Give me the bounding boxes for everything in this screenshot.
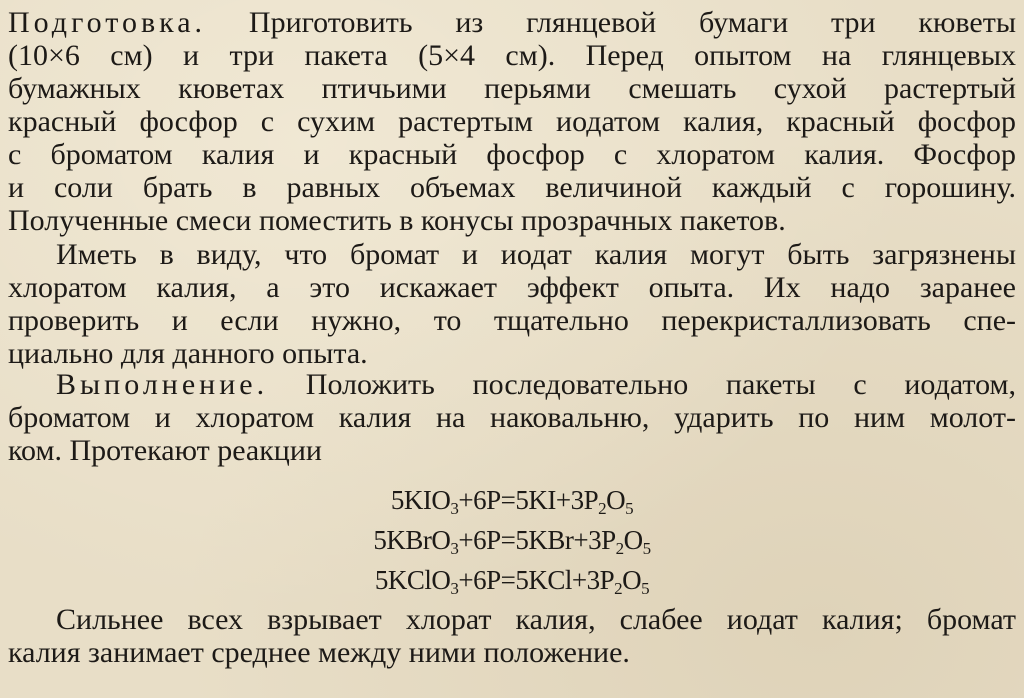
text-line: калия занимает среднее между ними положение. (8, 636, 630, 669)
text-line: циально для данного опыта. (8, 337, 368, 370)
text-line: (10×6 см) и три пакета (5×4 см). Перед опытом на глянцевых (8, 39, 1016, 72)
text-line: Подготовка. Приготовить из глянцевой бумаги три кюветы (8, 6, 1016, 39)
equation-potassium-bromate: $5KBrO_3+6P=5KBr+3P_2O_5$ (373, 525, 651, 558)
text-line: бумажных кюветах птичьими перьями смешать сухой растертый (8, 72, 1016, 105)
text-line: Иметь в виду, что бромат и иодат калия могут быть загрязнены (56, 238, 1016, 271)
text-line: броматом и хлоратом калия на наковальню, ударить по ним молот- (8, 401, 1016, 434)
equation-potassium-chlorate: $5KClO_3+6P=5KCl+3P_2O_5$ (374, 565, 650, 598)
text-line: Выполнение. Положить последовательно пакеты с иодатом, (56, 368, 1016, 401)
section-heading-execution: Выполнение. (56, 368, 269, 401)
text-line: ком. Протекают реакции (8, 434, 322, 467)
paragraph-conclusion (8, 603, 1016, 669)
text-line: Сильнее всех взрывает хлорат калия, слабее иодат калия; бромат (56, 603, 1016, 636)
section-heading-preparation: Подготовка. (8, 6, 207, 39)
text-line: проверить и если нужно, то тщательно перекристаллизовать спе- (8, 304, 1016, 337)
text-line: Полученные смеси поместить в конусы прозрачных пакетов. (8, 204, 786, 237)
paragraph-execution (8, 368, 1016, 467)
reaction-equations (0, 480, 1024, 600)
paragraph-preparation (8, 6, 1016, 237)
text-line: хлоратом калия, а это искажает эффект опыта. Их надо заранее (8, 271, 1016, 304)
text-line: красный фосфор с сухим растертым иодатом калия, красный фосфор (8, 105, 1016, 138)
paragraph-note (8, 238, 1016, 370)
text-line: и соли брать в равных объемах величиной каждый с горошину. (8, 171, 1016, 204)
text-line: с броматом калия и красный фосфор с хлоратом калия. Фосфор (8, 138, 1016, 171)
equation-potassium-iodate: $5KIO_3+6P=5KI+3P_2O_5$ (390, 485, 634, 518)
